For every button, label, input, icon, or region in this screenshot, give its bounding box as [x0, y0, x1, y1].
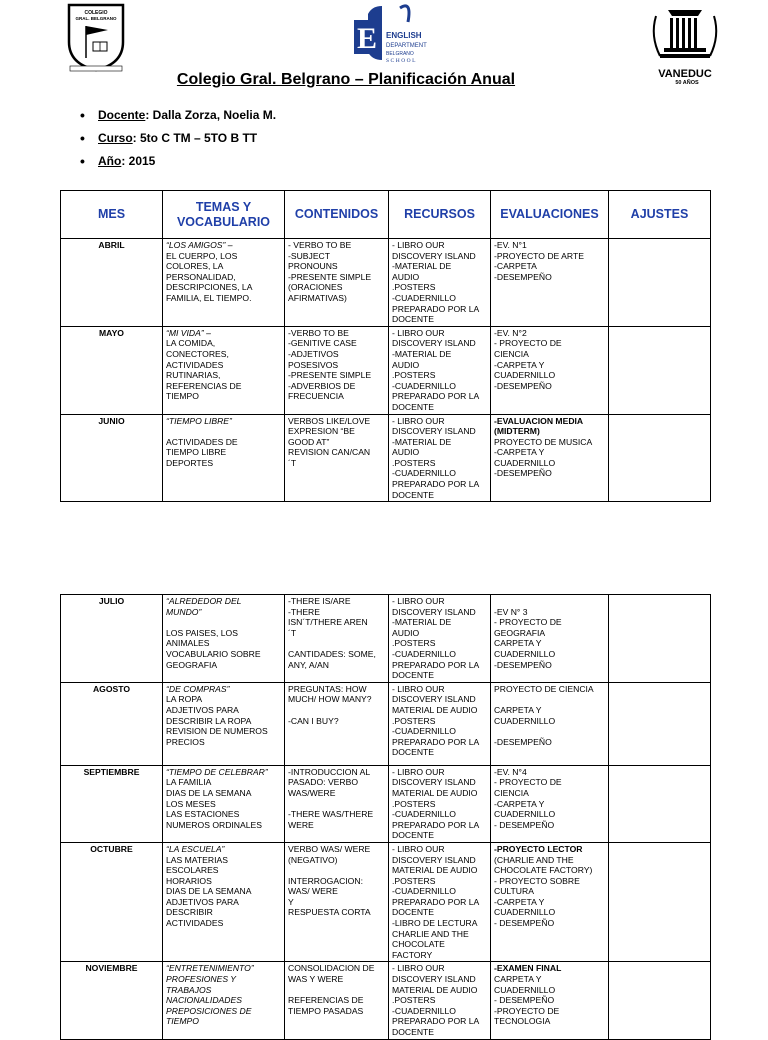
- table-row: [61, 595, 711, 683]
- recursos-cell: [389, 842, 491, 962]
- svg-text:DEPARTMENT: DEPARTMENT: [386, 43, 427, 49]
- evaluaciones-text: -EV. N°4 - PROYECTO DE CIENCIA -CARPETA Y CUADERNILLO - DESEMPEÑO: [494, 766, 562, 830]
- mes-cell: ABRIL: [61, 239, 163, 327]
- header-contenidos: CONTENIDOS: [285, 191, 389, 239]
- svg-text:SCHOOL: SCHOOL: [386, 58, 418, 64]
- mes-cell: JULIO: [61, 595, 163, 683]
- recursos-cell: [389, 595, 491, 683]
- tema-title: “LOS AMIGOS” –: [166, 240, 233, 250]
- temas-cell: [163, 765, 285, 842]
- tema-title: “TIEMPO LIBRE”: [166, 415, 232, 426]
- tema-vocabulary: LOS PAISES, LOS ANIMALES VOCABULARIO SOBRE GEOGRAFIA: [166, 627, 261, 670]
- page-title: Colegio Gral. Belgrano – Planificación Anual: [176, 71, 516, 88]
- recursos-cell: [389, 414, 491, 502]
- svg-text:GRAL. BELGRANO: GRAL. BELGRANO: [75, 16, 117, 21]
- tema-title: “TIEMPO DE CELEBRAR”: [166, 766, 268, 777]
- contenidos-cell: [285, 682, 389, 765]
- planning-table-1: [60, 190, 711, 502]
- tema-vocabulary: LA FAMILIA DIAS DE LA SEMANA LOS MESES LAS ESTACIONES NUMEROS ORDINALES: [166, 777, 262, 830]
- header-recursos: RECURSOS: [389, 191, 491, 239]
- tema-vocabulary: ACTIVIDADES DE TIEMPO LIBRE DEPORTES: [166, 436, 238, 468]
- info-label: Curso: [98, 131, 133, 145]
- info-value: : Dalla Zorza, Noelia M.: [145, 108, 277, 122]
- mes-cell: SEPTIEMBRE: [61, 765, 163, 842]
- evaluaciones-cell: [491, 765, 609, 842]
- table-row: [61, 842, 711, 962]
- evaluaciones-text: -EV. N°2 - PROYECTO DE CIENCIA -CARPETA Y CUADERNILLO -DESEMPEÑO: [494, 327, 562, 391]
- evaluaciones-text: CARPETA Y CUADERNILLO - DESEMPEÑO -PROYECTO DE TECNOLOGIA: [494, 974, 560, 1027]
- contenidos-cell: [285, 239, 389, 327]
- recursos-text: - LIBRO OUR DISCOVERY ISLAND -MATERIAL DE AUDIO .POSTERS -CUADERNILLO PREPARADO POR LA DOCENTE: [392, 415, 480, 500]
- ajustes-cell: [609, 326, 711, 414]
- contenidos-text: -VERBO TO BE -GENITIVE CASE -ADJETIVOS POSESIVOS -PRESENTE SIMPLE -ADVERBIOS DE FRECUENCIA: [288, 327, 372, 402]
- contenidos-text: PREGUNTAS: HOW MUCH/ HOW MANY? -CAN I BUY?: [288, 683, 372, 726]
- tema-vocabulary: EL CUERPO, LOS COLORES, LA PERSONALIDAD, DESCRIPCIONES, LA FAMILIA, EL TIEMPO.: [166, 250, 253, 303]
- evaluaciones-text: (CHARLIE AND THE CHOCOLATE FACTORY) - PROYECTO SOBRE CULTURA -CARPETA Y CUADERNILLO - DESEMPEÑO: [494, 854, 593, 929]
- evaluaciones-text: PROYECTO DE MUSICA -CARPETA Y CUADERNILLO -DESEMPEÑO: [494, 436, 593, 479]
- tema-title: “MI VIDA” –: [166, 327, 211, 338]
- english-department-logo: [352, 2, 470, 66]
- temas-cell: [163, 842, 285, 962]
- tema-vocabulary: LA ROPA ADJETIVOS PARA DESCRIBIR LA ROPA REVISION DE NUMEROS PRECIOS: [166, 694, 268, 747]
- ajustes-cell: [609, 842, 711, 962]
- ajustes-cell: [609, 682, 711, 765]
- tema-title: “DE COMPRAS”: [166, 683, 230, 694]
- recursos-cell: [389, 239, 491, 327]
- svg-text:E: E: [357, 22, 378, 55]
- mes-cell: MAYO: [61, 326, 163, 414]
- recursos-text: - LIBRO OUR DISCOVERY ISLAND -MATERIAL DE AUDIO .POSTERS -CUADERNILLO PREPARADO POR LA DOCENTE: [392, 240, 480, 325]
- ajustes-cell: [609, 414, 711, 502]
- evaluaciones-cell: [491, 962, 609, 1039]
- contenidos-cell: [285, 842, 389, 962]
- evaluaciones-text: -EV N° 3 - PROYECTO DE GEOGRAFIA CARPETA Y CUADERNILLO -DESEMPEÑO: [494, 606, 562, 670]
- ajustes-cell: [609, 239, 711, 327]
- evaluaciones-cell: [491, 414, 609, 502]
- evaluaciones-text: -EV. N°1 -PROYECTO DE ARTE -CARPETA -DESEMPEÑO: [494, 240, 584, 282]
- recursos-text: - LIBRO OUR DISCOVERY ISLAND MATERIAL DE AUDIO .POSTERS -CUADERNILLO PREPARADO POR LA DOCENTE: [392, 766, 480, 841]
- contenidos-cell: [285, 595, 389, 683]
- recursos-cell: [389, 326, 491, 414]
- recursos-cell: [389, 682, 491, 765]
- vaneduc-name: VANEDUC: [658, 68, 712, 80]
- recursos-cell: [389, 765, 491, 842]
- planning-table-2: [60, 594, 711, 1040]
- table-row: [61, 682, 711, 765]
- svg-text:BELGRANO: BELGRANO: [386, 51, 414, 57]
- temas-cell: [163, 414, 285, 502]
- evaluacion-highlight: -EVALUACION MEDIA (MIDTERM): [494, 415, 584, 437]
- temas-cell: [163, 595, 285, 683]
- contenidos-cell: [285, 326, 389, 414]
- recursos-text: - LIBRO OUR DISCOVERY ISLAND MATERIAL DE AUDIO .POSTERS -CUADERNILLO PREPARADO POR LA DOCENTE: [392, 683, 480, 758]
- header-mes: MES: [61, 191, 163, 239]
- evaluaciones-cell: [491, 682, 609, 765]
- table-row: [61, 765, 711, 842]
- contenidos-text: - VERBO TO BE -SUBJECT PRONOUNS -PRESENTE SIMPLE (ORACIONES AFIRMATIVAS): [288, 240, 372, 303]
- tema-title: “ENTRETENIMIENTO” PROFESIONES Y TRABAJOS NACIONALIDADES PREPOSICIONES DE TIEMPO: [166, 963, 254, 1027]
- evaluacion-highlight: -PROYECTO LECTOR: [494, 843, 583, 854]
- tema-title: “ALREDEDOR DEL MUNDO”: [166, 596, 242, 617]
- contenidos-text: CONSOLIDACION DE WAS Y WERE REFERENCIAS DE TIEMPO PASADAS: [288, 963, 375, 1016]
- svg-text:ENGLISH: ENGLISH: [386, 31, 422, 40]
- temas-cell: [163, 962, 285, 1039]
- header-temas: TEMAS Y VOCABULARIO: [163, 191, 285, 239]
- contenidos-cell: [285, 414, 389, 502]
- contenidos-text: VERBOS LIKE/LOVE EXPRESION “BE GOOD AT” REVISION CAN/CAN ´T: [288, 415, 371, 468]
- tema-vocabulary: LA COMIDA, CONECTORES, ACTIVIDADES RUTINARIAS, REFERENCIAS DE TIEMPO: [166, 338, 242, 402]
- recursos-cell: [389, 962, 491, 1039]
- info-docente: [80, 107, 276, 130]
- header-ajustes: AJUSTES: [609, 191, 711, 239]
- recursos-text: - LIBRO OUR DISCOVERY ISLAND MATERIAL DE AUDIO .POSTERS -CUADERNILLO PREPARADO POR LA DOCENTE -LIBRO DE LECTURA CHARLIE AND THE CHOCOLATE FACTORY: [392, 843, 480, 960]
- info-value: : 2015: [121, 154, 156, 168]
- vaneduc-subtitle: 50 AÑOS: [675, 80, 699, 86]
- info-curso: [80, 130, 276, 153]
- recursos-text: - LIBRO OUR DISCOVERY ISLAND MATERIAL DE AUDIO .POSTERS -CUADERNILLO PREPARADO POR LA DOCENTE: [392, 963, 480, 1037]
- evaluaciones-cell: [491, 239, 609, 327]
- colegio-belgrano-logo: [66, 2, 126, 72]
- temas-cell: [163, 239, 285, 327]
- ajustes-cell: [609, 962, 711, 1039]
- vaneduc-emblem-icon: [636, 6, 734, 66]
- table-row: [61, 239, 711, 327]
- evaluacion-highlight: -EXAMEN FINAL: [494, 963, 562, 974]
- evaluaciones-text: PROYECTO DE CIENCIA CARPETA Y CUADERNILLO -DESEMPEÑO: [494, 683, 594, 747]
- ajustes-cell: [609, 595, 711, 683]
- ajustes-cell: [609, 765, 711, 842]
- temas-cell: [163, 326, 285, 414]
- info-anio: [80, 153, 276, 176]
- evaluaciones-cell: [491, 595, 609, 683]
- table-row: [61, 326, 711, 414]
- evaluaciones-cell: [491, 326, 609, 414]
- recursos-text: - LIBRO OUR DISCOVERY ISLAND -MATERIAL DE AUDIO .POSTERS -CUADERNILLO PREPARADO POR LA DOCENTE: [392, 327, 480, 412]
- contenidos-text: -INTRODUCCION AL PASADO: VERBO WAS/WERE -THERE WAS/THERE WERE: [288, 766, 374, 830]
- temas-cell: [163, 682, 285, 765]
- contenidos-cell: [285, 765, 389, 842]
- contenidos-text: -THERE IS/ARE -THERE ISN´T/THERE AREN ´T CANTIDADES: SOME, ANY, A/AN: [288, 596, 376, 670]
- info-label: Año: [98, 154, 122, 168]
- svg-text:COLEGIO: COLEGIO: [84, 10, 108, 16]
- evaluaciones-cell: [491, 842, 609, 962]
- contenidos-cell: [285, 962, 389, 1039]
- header-evaluaciones: EVALUACIONES: [491, 191, 609, 239]
- tema-title: “LA ESCUELA”: [166, 843, 225, 854]
- mes-cell: NOVIEMBRE: [61, 962, 163, 1039]
- mes-cell: OCTUBRE: [61, 842, 163, 962]
- mes-cell: JUNIO: [61, 414, 163, 502]
- table-row: [61, 414, 711, 502]
- info-value: : 5to C TM – 5TO B TT: [132, 131, 258, 145]
- info-label: Docente: [98, 108, 146, 122]
- contenidos-text: VERBO WAS/ WERE (NEGATIVO) INTERROGACION: WAS/ WERE Y RESPUESTA CORTA: [288, 843, 371, 918]
- mes-cell: AGOSTO: [61, 682, 163, 765]
- table-row: [61, 962, 711, 1039]
- info-list: [80, 107, 276, 176]
- recursos-text: - LIBRO OUR DISCOVERY ISLAND -MATERIAL DE AUDIO .POSTERS -CUADERNILLO PREPARADO POR LA DOCENTE: [392, 596, 480, 681]
- tema-vocabulary: LAS MATERIAS ESCOLARES HORARIOS DIAS DE LA SEMANA ADJETIVOS PARA DESCRIBIR ACTIVIDADES: [166, 854, 252, 929]
